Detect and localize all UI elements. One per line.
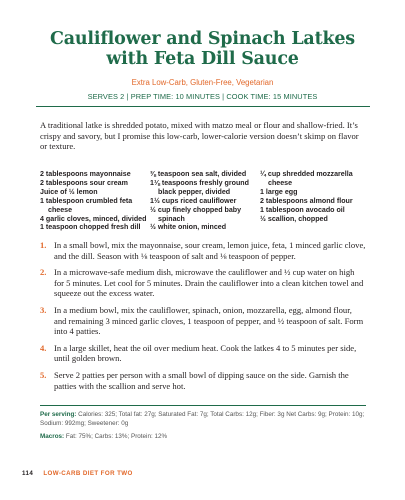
- ingredient-item: ⅜ teaspoon sea salt, divided: [150, 170, 247, 178]
- per-serving-label: Per serving:: [40, 411, 77, 418]
- ingredient-item: 2 tablespoons sour cream: [40, 178, 128, 187]
- ingredient-item: ¼ cup shredded mozzarella cheese: [260, 170, 353, 187]
- ingredient-item: ½ white onion, minced: [150, 223, 227, 232]
- ingredients-column-1: [40, 170, 150, 232]
- ingredient-item: 1 tablespoon avocado oil: [260, 205, 345, 214]
- ingredients-column-2: [150, 170, 260, 232]
- instruction-step: [40, 343, 366, 364]
- page-footer: [22, 470, 322, 477]
- ingredient-item: 1 large egg: [260, 187, 298, 196]
- step-text: In a microwave-safe medium dish, microwave the cauliflower and ½ cup water on high for 5 minutes. Let cool for 5 minutes. Drain the cauliflower into a clean kitchen towel and squeeze out the excess water.: [54, 267, 364, 299]
- ingredients-column-3: [260, 170, 370, 223]
- ingredient-item: 1⅛ teaspoons freshly ground black pepper, divided: [150, 178, 249, 196]
- running-title: LOW-CARB DIET FOR TWO: [43, 470, 133, 477]
- diet-tagline: Extra Low-Carb, Gluten-Free, Vegetarian: [131, 78, 274, 87]
- instruction-step: [40, 240, 366, 261]
- instruction-step: [40, 267, 366, 299]
- instruction-step: [40, 305, 366, 337]
- ingredient-item: ½ cup finely chopped baby spinach: [150, 205, 242, 223]
- step-text: Serve 2 patties per person with a small bowl of dipping sauce on the side. Garnish the patties with the scallion and serve hot.: [54, 369, 349, 391]
- macros-label: Macros:: [40, 433, 65, 441]
- nutrition-divider: [40, 405, 366, 406]
- recipe-intro: A traditional latke is shredded potato, mixed with matzo meal or flour and shallow-fried. It’s crispy and savory, but I promise this low-carb, lower-calorie version doesn’t skimp on flavor or texture.: [40, 120, 359, 152]
- macros-values: Fat: 75%; Carbs: 13%; Protein: 12%: [65, 433, 168, 441]
- step-text: In a large skillet, heat the oil over medium heat. Cook the latkes 4 to 5 minutes per side, until golden brown.: [54, 342, 357, 364]
- ingredient-item: Juice of ½ lemon: [40, 187, 98, 196]
- step-number: 4.: [40, 342, 47, 353]
- step-number: 1.: [40, 240, 47, 250]
- instruction-step: [40, 370, 366, 391]
- recipe-title-line-2: with Feta Dill Sauce: [106, 48, 299, 69]
- step-number: 3.: [40, 304, 47, 315]
- header-divider: [36, 106, 370, 107]
- serves-and-times: SERVES 2 | PREP TIME: 10 MINUTES | COOK TIME: 15 MINUTES: [87, 92, 318, 101]
- ingredient-item: 2 tablespoons mayonnaise: [40, 170, 131, 178]
- ingredient-item: 1 tablespoon crumbled feta cheese: [40, 196, 133, 214]
- ingredient-item: 2 tablespoons almond flour: [260, 196, 353, 205]
- step-text: In a medium bowl, mix the cauliflower, spinach, onion, mozzarella, egg, almond flour, and remaining 3 minced garlic cloves, 1 teaspoon of pepper, and ½ teaspoon of salt. Form into 4 patties.: [54, 304, 364, 337]
- page-number: 114: [22, 470, 34, 477]
- instructions-list: [40, 240, 366, 397]
- macros-line: [40, 433, 366, 442]
- per-serving-line: [40, 411, 366, 428]
- ingredient-item: ½ scallion, chopped: [260, 214, 328, 223]
- nutrition-info: [40, 411, 366, 447]
- recipe-title-line-1: Cauliflower and Spinach Latkes: [50, 29, 355, 49]
- ingredient-item: 4 garlic cloves, minced, divided: [40, 214, 147, 223]
- recipe-title: [40, 30, 365, 69]
- step-number: 5.: [40, 369, 47, 380]
- step-text: In a small bowl, mix the mayonnaise, sour cream, lemon juice, feta, 1 minced garlic clove, and the dill. Season with ⅛ teaspoon of salt and ⅛ teaspoon of pepper.: [54, 240, 366, 261]
- ingredient-item: 1½ cups riced cauliflower: [150, 196, 237, 205]
- step-number: 2.: [40, 267, 47, 278]
- ingredient-item: 1 teaspoon chopped fresh dill: [40, 223, 141, 232]
- per-serving-values: Calories: 325; Total fat: 27g; Saturated Fat: 7g; Total Carbs: 12g; Fiber: 3g Net Carbs: 9g; Protein: 10g; Sodium: 992mg; Sweetener: 0g: [40, 411, 365, 427]
